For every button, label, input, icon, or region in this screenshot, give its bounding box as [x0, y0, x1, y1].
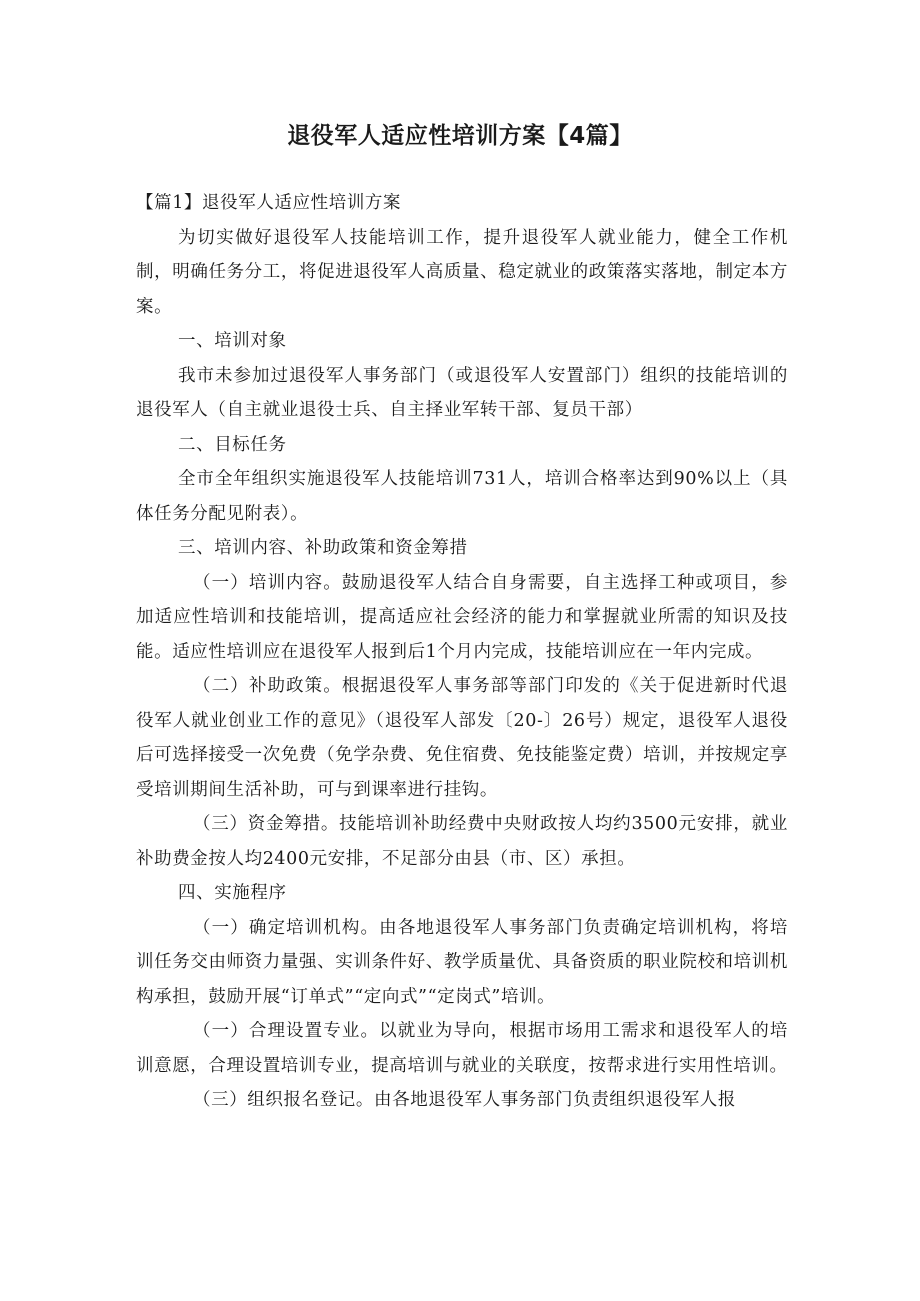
heading-goal-tasks: 二、目标任务 [178, 434, 287, 455]
paragraph-training-content: （一）培训内容。鼓励退役军人结合自身需要，自主选择工种或项目，参加适应性培训和技能培训，提高适应社会经济的能力和掌握就业所需的知识及技能。适应性培训应在退役军人报到后1个月内完成，技能培训应在一年内完成。 [136, 572, 788, 662]
paragraph-set-majors: （一）合理设置专业。以就业为导向，根据市场用工需求和退役军人的培训意愿，合理设置培训专业，提高培训与就业的关联度，按帮求进行实用性培训。 [136, 1021, 788, 1076]
heading-training-target: 一、培训对象 [178, 331, 287, 351]
document-body [136, 186, 788, 1118]
paragraph-registration: （三）组织报名登记。由各地退役军人事务部门负责组织退役军人报 [193, 1090, 736, 1110]
paragraph-subsidy-policy: （二）补助政策。根据退役军人事务部等部门印发的《关于促进新时代退役军人就业创业工作的意见》（退役军人部发〔20-〕26号）规定，退役军人退役后可选择接受一次免费（免学杂费、免住宿费、免技能鉴定费）培训，并按规定享受培训期间生活补助，可与到课率进行挂钩。 [136, 676, 788, 800]
intro-paragraph: 为切实做好退役军人技能培训工作，提升退役军人就业能力，健全工作机制，明确任务分工，将促进退役军人高质量、稳定就业的政策落实落地，制定本方案。 [136, 227, 788, 317]
paragraph-goal-tasks: 全市全年组织实施退役军人技能培训731人，培训合格率达到90%以上（具体任务分配见附表）。 [136, 469, 788, 524]
document-title: 退役军人适应性培训方案【4篇】 [287, 123, 633, 149]
section-heading-part1: 【篇1】退役军人适应性培训方案 [136, 193, 402, 213]
paragraph-training-institutions: （一）确定培训机构。由各地退役军人事务部门负责确定培训机构，将培训任务交由师资力量强、实训条件好、教学质量优、具备资质的职业院校和培训机构承担，鼓励开展“订单式”“定向式”“定岗式”培训。 [136, 917, 788, 1007]
paragraph-funding: （三）资金筹措。技能培训补助经费中央财政按人均约3500元安排，就业补助费金按人均2400元安排，不足部分由县（市、区）承担。 [136, 814, 788, 869]
paragraph-training-target: 我市未参加过退役军人事务部门（或退役军人安置部门）组织的技能培训的退役军人（自主就业退役士兵、自主择业军转干部、复员干部） [136, 365, 788, 420]
heading-content-policy-funding: 三、培训内容、补助政策和资金筹措 [178, 538, 468, 558]
heading-implementation: 四、实施程序 [178, 883, 287, 903]
